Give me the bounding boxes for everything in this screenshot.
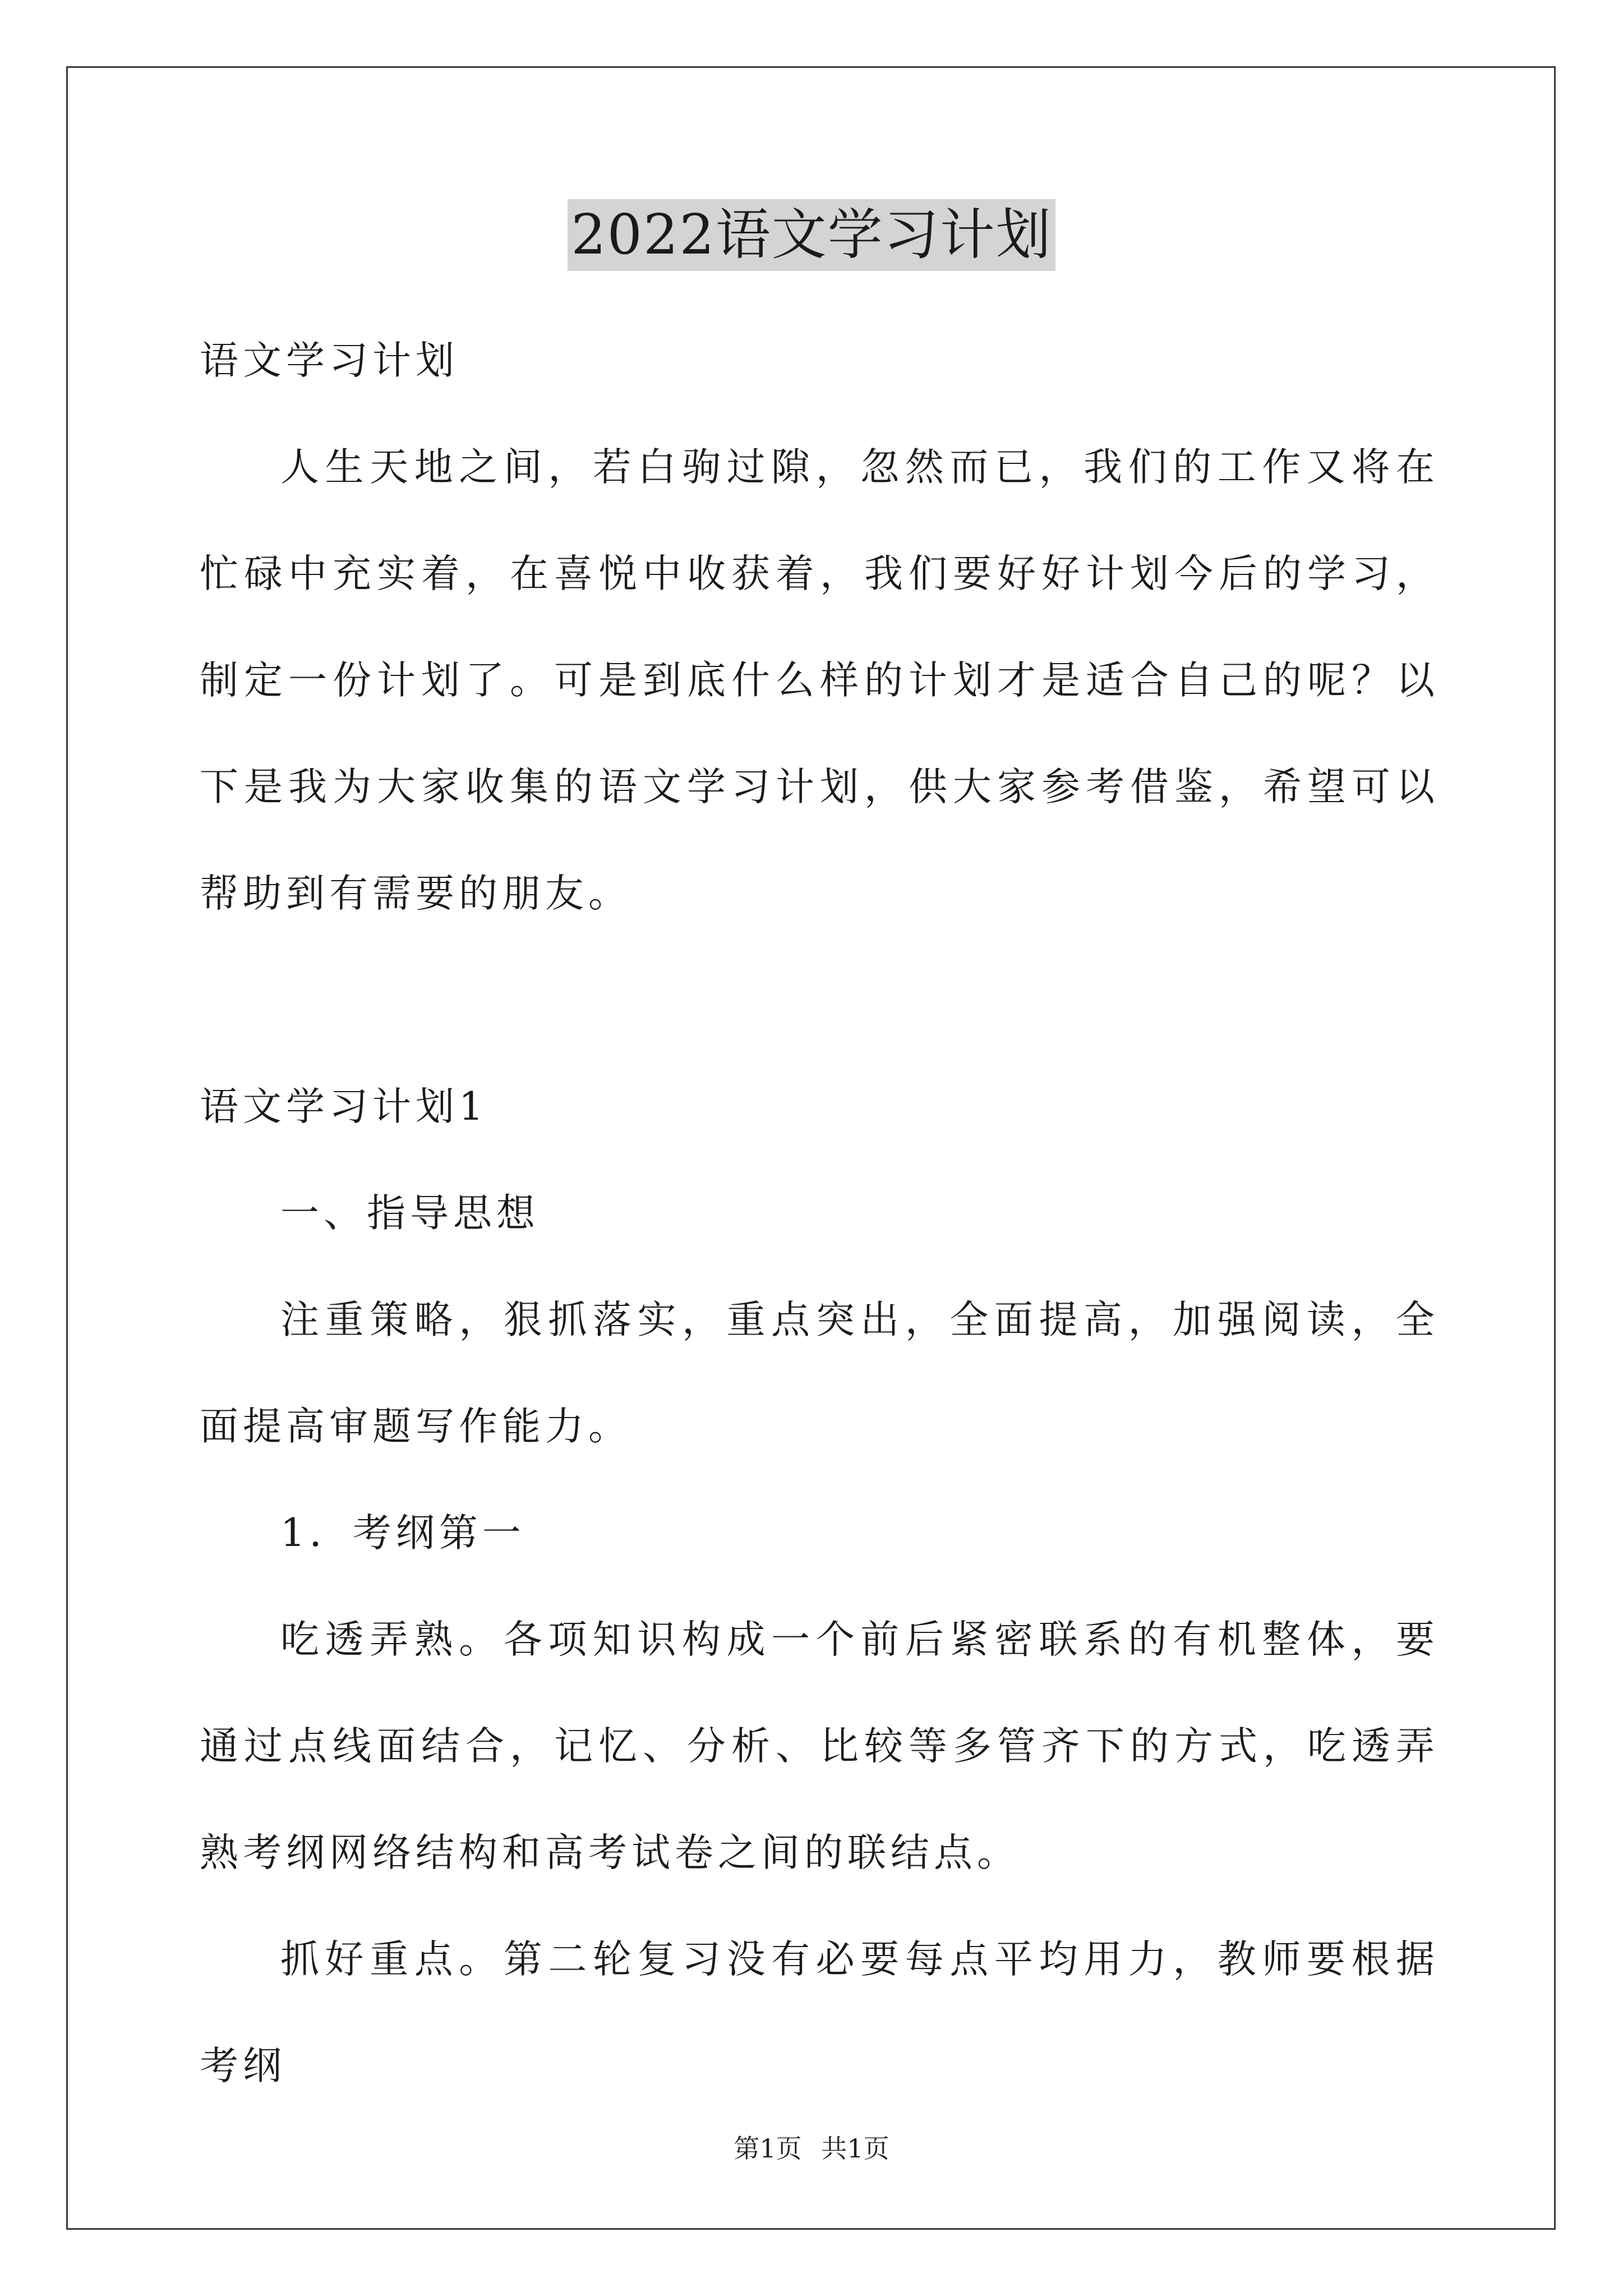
paragraph: 1．考纲第一 — [280, 1511, 525, 1556]
paragraph: 语文学习计划1 — [200, 1084, 488, 1129]
paragraph: 人生天地之间，若白驹过隙，忽然而已，我们的工作又将在忙碌中充实着，在喜悦中收获着，我们要好好计划今后的学习，制定一份计划了。可是到底什么样的计划才是适合自己的呢？以下是我为大家收集的语文学习计划，供大家参考借鉴，希望可以帮助到有需要的朋友。 — [200, 445, 1439, 916]
page-footer — [0, 2132, 1623, 2165]
page-number: 第1页 — [734, 2133, 802, 2164]
paragraph: 注重策略，狠抓落实，重点突出，全面提高，加强阅读，全面提高审题写作能力。 — [200, 1297, 1439, 1449]
paragraph: 抓好重点。第二轮复习没有必要每点平均用力，教师要根据考纲 — [200, 1937, 1439, 2088]
paragraph: 吃透弄熟。各项知识构成一个前后紧密联系的有机整体，要通过点线面结合，记忆、分析、比较等多管齐下的方式，吃透弄熟考纲网络结构和高考试卷之间的联结点。 — [200, 1617, 1439, 1875]
paragraph: 一、指导思想 — [280, 1191, 540, 1236]
document-body — [200, 307, 1439, 2119]
page-total: 共1页 — [821, 2133, 889, 2164]
paragraph-spacer — [200, 947, 1439, 1053]
paragraph: 语文学习计划 — [200, 338, 459, 383]
title-container — [0, 199, 1623, 271]
document-title: 2022语文学习计划 — [568, 199, 1055, 271]
